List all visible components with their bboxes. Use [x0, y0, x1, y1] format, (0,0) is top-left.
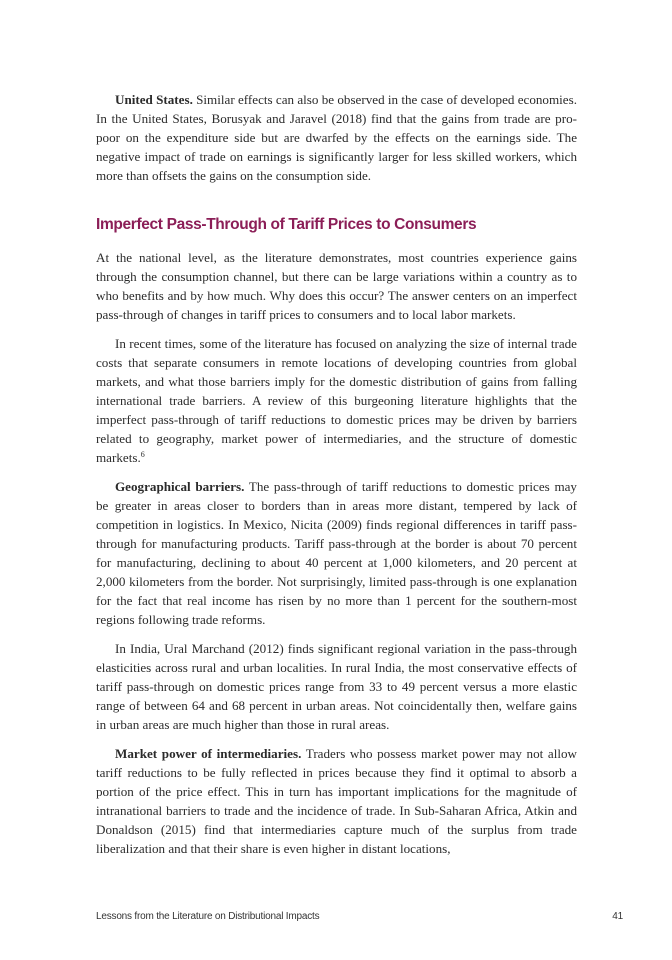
paragraph-text: In recent times, some of the literature has focused on analyzing the size of internal trade costs that separate consumers in remote locations of developing countries from global markets, and what those barriers imply for the domestic distribution of gains from falling international trade barriers. A review of this burgeoning literature highlights that the imperfect pass-through of tariff reductions to domestic prices may be driven by barriers related to geography, market power of intermediaries, and the structure of domestic markets. — [96, 336, 577, 465]
paragraph-recent-times — [96, 334, 577, 467]
page-footer — [96, 911, 623, 922]
paragraph-market-power — [96, 744, 577, 858]
run-in-heading: Geographical barriers. — [115, 479, 245, 494]
page-number: 41 — [612, 911, 623, 922]
section-heading: Imperfect Pass-Through of Tariff Prices to Consumers — [96, 216, 477, 233]
run-in-heading: Market power of intermediaries. — [115, 746, 302, 761]
paragraph-united-states — [96, 90, 577, 185]
run-in-heading: United States. — [115, 92, 193, 107]
footnote-marker[interactable]: 6 — [140, 450, 145, 459]
paragraph-text: Similar effects can also be observed in the case of developed economies. In the United States, Borusyak and Jaravel (2018) find that the gains from trade are pro-poor on the expenditure side but are dwarfed by the effects on the earnings side. The negative impact of trade on earnings is significantly larger for less skilled workers, which more than offsets the gains on the consumption side. — [96, 92, 577, 183]
paragraph-india: In India, Ural Marchand (2012) finds significant regional variation in the pass-through elasticities across rural and urban localities. In rural India, the most conservative effects of tariff pass-through on domestic prices range from 33 to 49 percent versus a more elastic range of between 64 and 68 percent in urban areas. Not coincidentally then, welfare gains in urban areas are much higher than those in rural areas. — [96, 641, 577, 732]
paragraph-national-level: At the national level, as the literature demonstrates, most countries experience gains through the consumption channel, but there can be large variations within a country as to who benefits and by how much. Why does this occur? The answer centers on an imperfect pass-through of changes in tariff prices to consumers and to local labor markets. — [96, 250, 577, 322]
paragraph-geographical-barriers — [96, 477, 577, 629]
paragraph-text: The pass-through of tariff reductions to domestic prices may be greater in areas closer to borders than in areas more distant, tempered by lack of competition in logistics. In Mexico, Nicita (2009) finds regional differences in tariff pass-through for manufacturing products. Tariff pass-through at the border is about 70 percent for manufacturing, declining to about 40 percent at 1,000 kilometers, and 20 percent at 2,000 kilometers from the border. Not surprisingly, limited pass-through is one explanation for the fact that real income has risen by no more than 1 percent for the southern-most regions following trade reforms. — [96, 479, 577, 627]
document-body — [96, 90, 577, 858]
paragraph-text: Traders who possess market power may not allow tariff reductions to be fully reflected in prices because they find it optimal to absorb a portion of the price effect. This in turn has important implications for the magnitude of intranational barriers to trade and the incidence of trade. In Sub-Saharan Africa, Atkin and Donaldson (2015) find that intermediaries capture much of the surplus from trade liberalization and that their share is even higher in distant locations, — [96, 746, 578, 856]
running-footer-title: Lessons from the Literature on Distributional Impacts — [96, 911, 320, 922]
